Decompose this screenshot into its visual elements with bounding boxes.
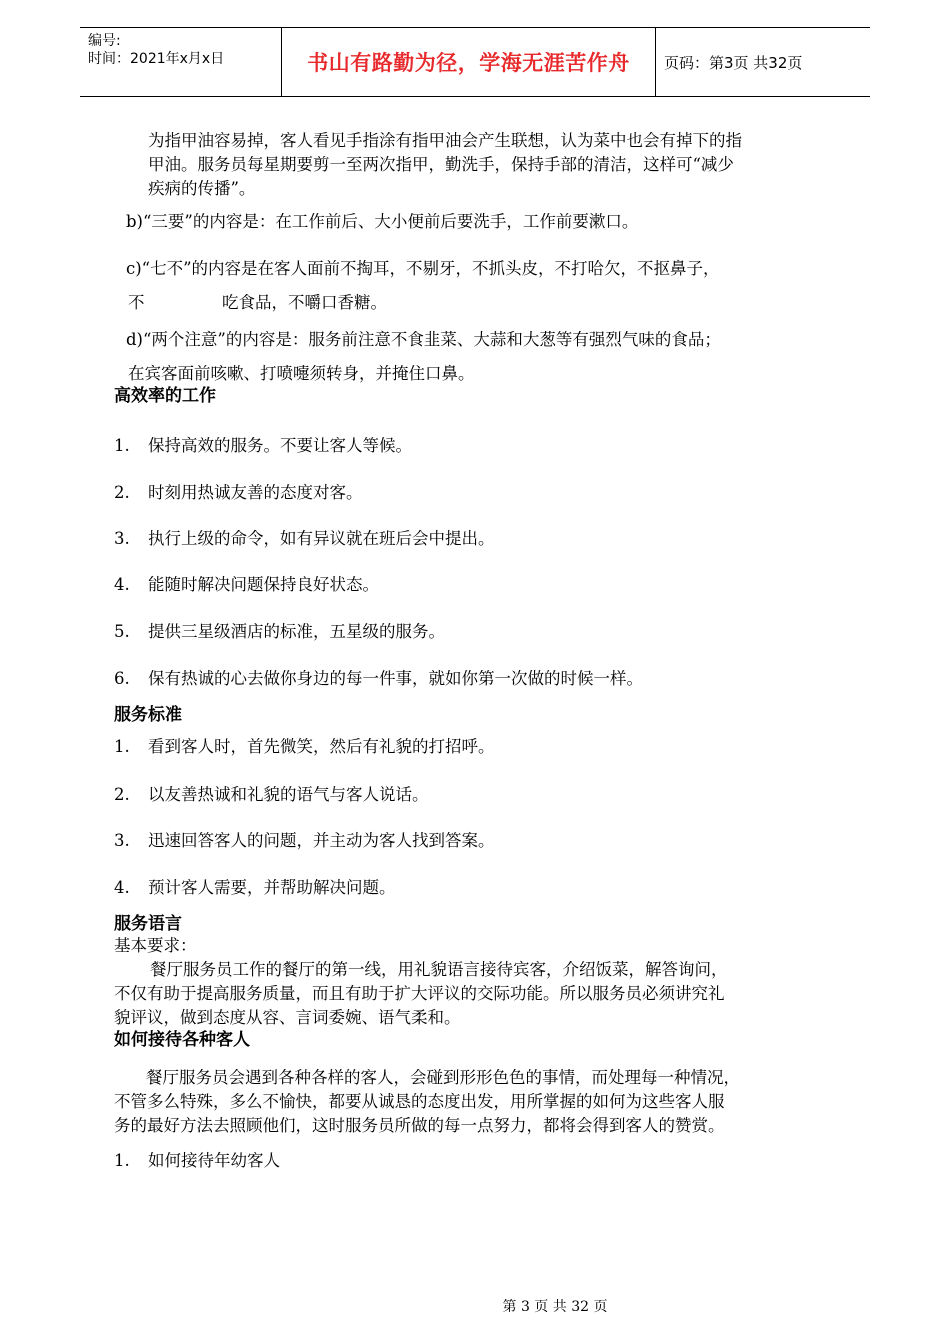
list-text: 保持高效的服务。不要让客人等候。	[148, 436, 412, 455]
paragraph-line: 餐厅服务员会遇到各种各样的客人，会碰到形形色色的事情，而处理每一种情况，	[146, 1068, 740, 1087]
document-number-label: 编号:	[88, 33, 121, 49]
list-number: 2.	[114, 785, 130, 804]
list-item	[114, 876, 396, 900]
list-number: 3.	[114, 529, 130, 548]
list-item	[114, 573, 379, 597]
list-item	[114, 481, 363, 505]
footer-page-number: 第 3 页 共 32 页	[502, 1299, 608, 1315]
rule-seven-donts-cont-a: 不	[128, 293, 145, 312]
list-text: 迅速回答客人的问题，并主动为客人找到答案。	[148, 831, 495, 850]
header-meta	[80, 28, 282, 96]
list-text: 以友善热诚和礼貌的语气与客人说话。	[148, 785, 429, 804]
document-time: 时间：2021年x月x日	[88, 51, 225, 67]
list-text: 执行上级的命令，如有异议就在班后会中提出。	[148, 529, 495, 548]
list-item	[114, 667, 643, 691]
list-text: 如何接待年幼客人	[148, 1151, 280, 1170]
page-header	[80, 27, 870, 97]
header-page-info: 页码：第3页 共32页	[664, 53, 803, 72]
list-text: 能随时解决问题保持良好状态。	[148, 575, 379, 594]
paragraph-line: 疾病的传播”。	[148, 179, 256, 198]
list-item	[114, 434, 412, 458]
paragraph-line: 甲油。服务员每星期要剪一至两次指甲，勤洗手，保持手部的清洁，这样可“减少	[148, 155, 734, 174]
list-text: 保有热诚的心去做你身边的每一件事，就如你第一次做的时候一样。	[148, 669, 643, 688]
rule-three-musts: b)“三要”的内容是：在工作前后、大小便前后要洗手，工作前要漱口。	[126, 212, 639, 231]
paragraph-line: 为指甲油容易掉，客人看见手指涂有指甲油会产生联想，认为菜中也会有掉下的指	[148, 131, 742, 150]
list-text: 提供三星级酒店的标准，五星级的服务。	[148, 622, 445, 641]
section-title-receiving-guests: 如何接待各种客人	[114, 1030, 250, 1050]
section-title-efficient-work: 高效率的工作	[114, 386, 216, 406]
rule-seven-donts-cont-b: 吃食品，不嚼口香糖。	[222, 293, 387, 312]
paragraph-line: 不仅有助于提高服务质量，而且有助于扩大评议的交际功能。所以服务员必须讲究礼	[114, 984, 725, 1003]
header-motto: 书山有路勤为径，学海无涯苦作舟	[282, 28, 656, 96]
list-item	[114, 620, 445, 644]
list-number: 1.	[114, 436, 130, 455]
list-number: 3.	[114, 831, 130, 850]
list-number: 4.	[114, 878, 130, 897]
list-item	[114, 1149, 280, 1173]
paragraph-line: 貌评议，做到态度从容、言词委婉、语气柔和。	[114, 1008, 461, 1027]
subheading-basic-requirements: 基本要求：	[114, 936, 197, 955]
list-number: 1.	[114, 1151, 130, 1170]
list-number: 6.	[114, 669, 130, 688]
list-number: 4.	[114, 575, 130, 594]
list-item	[114, 527, 495, 551]
list-item	[114, 829, 495, 853]
rule-two-cautions-cont: 在宾客面前咳嗽、打喷嚏须转身，并掩住口鼻。	[128, 364, 475, 383]
list-item	[114, 735, 495, 759]
page-footer	[0, 1296, 950, 1316]
rule-two-cautions: d)“两个注意”的内容是：服务前注意不食韭菜、大蒜和大葱等有强烈气味的食品；	[126, 330, 721, 349]
paragraph-line: 不管多么特殊，多么不愉快，都要从诚恳的态度出发，用所掌握的如何为这些客人服	[114, 1092, 725, 1111]
section-title-service-language: 服务语言	[114, 914, 182, 934]
list-number: 1.	[114, 737, 130, 756]
paragraph-line: 餐厅服务员工作的餐厅的第一线，用礼貌语言接待宾客，介绍饭菜，解答询问，	[150, 960, 728, 979]
rule-seven-donts: c)“七不”的内容是在客人面前不掏耳，不剔牙，不抓头皮，不打哈欠，不抠鼻子，	[126, 259, 720, 278]
list-number: 2.	[114, 483, 130, 502]
list-text: 看到客人时，首先微笑，然后有礼貌的打招呼。	[148, 737, 495, 756]
section-title-service-standard: 服务标准	[114, 705, 182, 725]
list-item	[114, 783, 429, 807]
paragraph-line: 务的最好方法去照顾他们，这时服务员所做的每一点努力，都将会得到客人的赞赏。	[114, 1116, 725, 1135]
list-text: 预计客人需要，并帮助解决问题。	[148, 878, 396, 897]
list-text: 时刻用热诚友善的态度对客。	[148, 483, 363, 502]
list-number: 5.	[114, 622, 130, 641]
